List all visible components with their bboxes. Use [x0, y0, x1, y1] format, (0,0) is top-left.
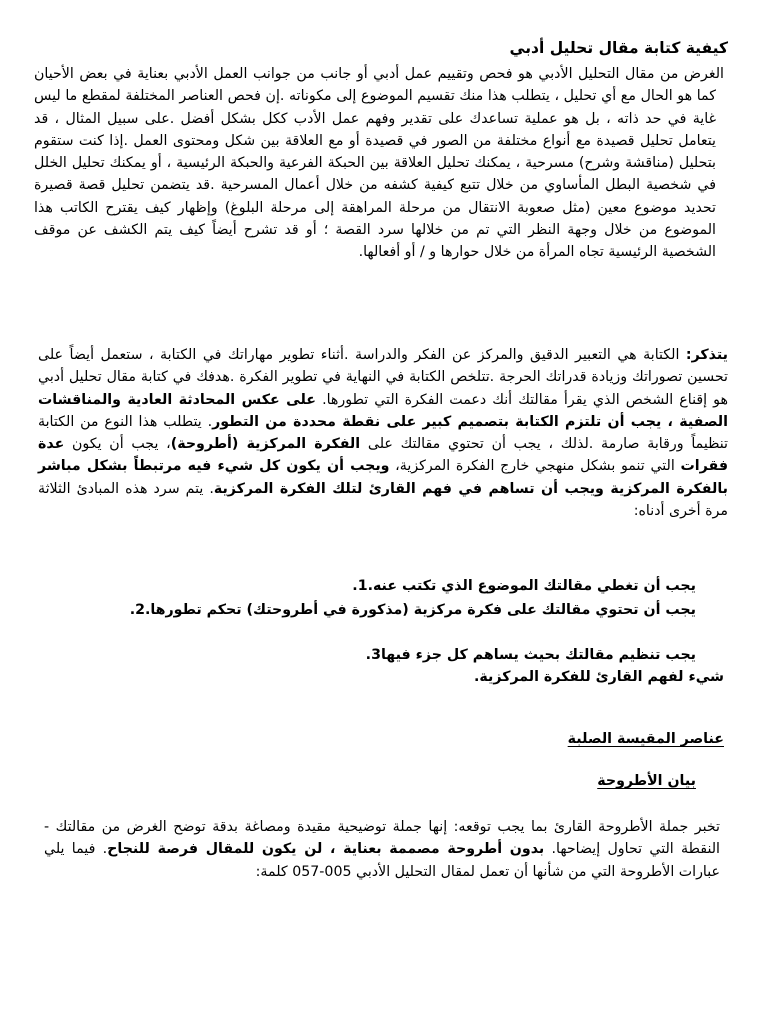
remember-text-2: . يتطلب هذا النوع من الكتابة تنظيماً ورقابة صارمة .لذلك ، يجب أن تحتوي مقالتك على: [38, 413, 728, 453]
principle-continuation: شيء لفهم القارئ للفكرة المركزية.: [474, 669, 724, 685]
section-heading: عناصر المقيسة الصلبة: [567, 731, 724, 747]
remember-paragraph: [38, 344, 728, 522]
principle-text: يجب أن تحتوي مقالتك على فكرة مركزية (مذكورة في أطروحتك) تحكم تطورها.: [144, 602, 696, 618]
remember-bold-1: على عكس المحادثة العادية والمناقشات الصفية ، يجب أن تلتزم الكتابة بتصميم كبير على نقطة محددة من التطور: [38, 391, 728, 430]
thesis-bold: بدون أطروحة مصممة بعناية ، لن يكون للمقال فرصة للنجاح: [107, 841, 545, 858]
document-title: كيفية كتابة مقال تحليل أدبي: [509, 39, 728, 57]
principle-text: يجب تنظيم مقالتك بحيث يساهم كل جزء فيها: [380, 647, 696, 663]
principle-number: 2.: [129, 602, 145, 618]
thesis-text-1: تخبر جملة الأطروحة القارئ بما يجب توقعه: إنها جملة توضيحية مقيدة ومصاغة بدقة توضح الغرض من مقالتك - النقطة التي تحاول إيضاحها.: [44, 819, 721, 858]
remember-bold-4: ويجب أن يكون كل شيء فيه مرتبطاً بشكل مباشر بالفكرة المركزية ويجب أن تساهم في فهم القارئ لتلك الفكرة المركزية: [38, 458, 729, 497]
principle-item: [96, 644, 696, 666]
principle-text: يجب أن تغطي مقالتك الموضوع الذي تكتب عنه.: [367, 578, 696, 594]
remember-text-1: الكتابة هي التعبير الدقيق والمركز عن الفكر والدراسة .أثناء تطوير مهاراتك في الكتابة ، ستعمل أيضاً على تحسين تصوراتك وزيادة قدراتك الحرجة .تتلخص الكتابة في النهاية في تطوير الفكرة .هدفك في كتابة مقال تحليل أدبي هو إقناع الشخص الذي يقرأ مقالتك أنك دعمت الفكرة التي تطورها.: [38, 347, 728, 408]
thesis-text-2: . فيما يلي عبارات الأطروحة التي من شأنها أن تعمل لمقال التحليل الأدبي 005-057 كلمة:: [44, 841, 720, 880]
remember-text-4: التي تنمو بشكل منهجي خارج الفكرة المركزية،: [389, 458, 681, 475]
remember-bold-2: الفكرة المركزية (أطروحة): [170, 436, 361, 453]
principle-number: 3.: [365, 647, 381, 663]
remember-label: يتذكر:: [685, 347, 728, 363]
principle-item: [96, 599, 696, 621]
subsection-heading: بيان الأطروحة: [597, 773, 696, 789]
remember-bold-3: عدة فقرات: [38, 436, 728, 475]
thesis-paragraph: [44, 816, 720, 883]
remember-text-3: ، يجب أن يكون: [64, 436, 171, 453]
remember-text-5: . يتم سرد هذه المبادئ الثلاثة مرة أخرى أدناه:: [38, 480, 728, 520]
principle-number: 1.: [352, 578, 368, 594]
intro-paragraph: الغرض من مقال التحليل الأدبي هو فحص وتقييم عمل أدبي أو جانب من جوانب العمل الأدبي بعناية في بعض الأحيان كما هو الحال مع أي تحليل ، يتطلب هذا منك تقسيم الموضوع إلى مكوناته .إن فحص العناصر المختلفة لمقطع ما ليس غاية في حد ذاته ، بل هو عملية تساعدك على تقدير وفهم عمل الأدب ككل بشكل أفضل .على سبيل المثال ، قد يتعامل تحليل قصيدة مع أنواع مختلفة من الصور في قصيدة أو مع العلاقة بين شكل ومحتوى العمل .إذا كنت ستقوم بتحليل (مناقشة وشرح) مسرحية ، يمكنك تحليل العلاقة بين الحبكة الفرعية والحبكة الرئيسية ، أو يمكنك تحليل الخلل في شخصية البطل المأساوي من خلال تتبع كيفية كشفه من خلال أعمال المسرحية .قد يتضمن تحليل قصة قصيرة تحديد موضوع معين (مثل صعوبة الانتقال من مرحلة المراهقة إلى مرحلة البلوغ) وإظهار كيف يقترح الكاتب هذا الموضوع من خلال وجهة النظر التي تم من خلالها سرد القصة ؛ أو قد تشرح أيضاً كيف يتم الكشف عن موقف الشخصية الرئيسية تجاه المرأة من خلال حوارها و / أو أفعالها.: [34, 66, 724, 261]
principle-item: [96, 575, 696, 597]
